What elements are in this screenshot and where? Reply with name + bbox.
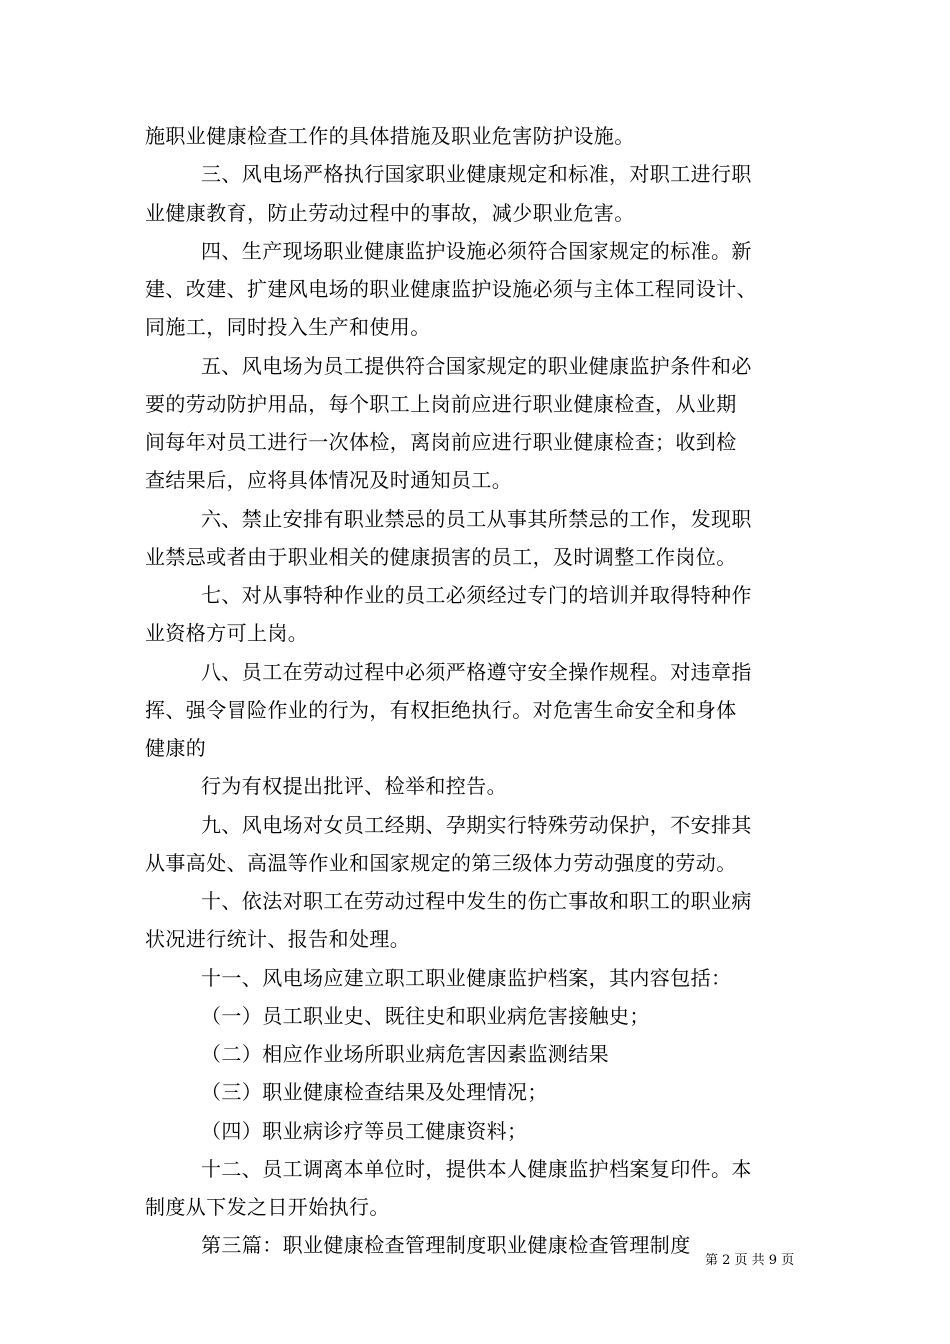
text-line: 同施工，同时投入生产和使用。: [145, 315, 431, 339]
text-line: 八、员工在劳动过程中必须严格遵守安全操作规程。对违章指: [201, 660, 752, 684]
text-line: 三、风电场严格执行国家职业健康规定和标准，对职工进行职: [201, 162, 752, 186]
text-line: 六、禁止安排有职业禁忌的员工从事其所禁忌的工作，发现职: [201, 507, 752, 531]
text-line: 业禁忌或者由于职业相关的健康损害的员工，及时调整工作岗位。: [145, 545, 737, 569]
text-line: 十二、员工调离本单位时，提供本人健康监护档案复印件。本: [201, 1157, 752, 1181]
text-line: 间每年对员工进行一次体检，离岗前应进行职业健康检查；收到检: [145, 430, 737, 454]
text-line: 第三篇：职业健康检查管理制度职业健康检查管理制度: [201, 1233, 691, 1257]
text-line: 十一、风电场应建立职工职业健康监护档案，其内容包括：: [201, 966, 732, 990]
text-line: （四）职业病诊疗等员工健康资料；: [201, 1119, 528, 1143]
text-line: 施职业健康检查工作的具体措施及职业危害防护设施。: [145, 124, 635, 148]
text-line: 五、风电场为员工提供符合国家规定的职业健康监护条件和必: [201, 354, 752, 378]
text-line: 健康的: [145, 736, 207, 760]
text-line: 状况进行统计、报告和处理。: [145, 927, 411, 951]
text-line: 四、生产现场职业健康监护设施必须符合国家规定的标准。新: [201, 239, 752, 263]
text-line: （二）相应作业场所职业病危害因素监测结果: [201, 1042, 609, 1066]
text-line: 十、依法对职工在劳动过程中发生的伤亡事故和职工的职业病: [201, 889, 752, 913]
text-line: 业健康教育，防止劳动过程中的事故，减少职业危害。: [145, 201, 635, 225]
text-line: 查结果后，应将具体情况及时通知员工。: [145, 468, 513, 492]
text-line: 挥、强令冒险作业的行为，有权拒绝执行。对危害生命安全和身体: [145, 698, 737, 722]
text-line: 行为有权提出批评、检举和控告。: [201, 774, 507, 798]
text-line: 要的劳动防护用品，每个职工上岗前应进行职业健康检查，从业期: [145, 392, 737, 416]
text-line: （一）员工职业史、既往史和职业病危害接触史；: [201, 1004, 650, 1028]
page-number: 第 2 页 共 9 页: [705, 1253, 795, 1268]
text-line: （三）职业健康检查结果及处理情况；: [201, 1080, 548, 1104]
text-line: 业资格方可上岗。: [145, 621, 309, 645]
text-line: 九、风电场对女员工经期、孕期实行特殊劳动保护，不安排其: [201, 813, 752, 837]
text-line: 建、改建、扩建风电场的职业健康监护设施必须与主体工程同设计、: [145, 277, 757, 301]
text-line: 从事高处、高温等作业和国家规定的第三级体力劳动强度的劳动。: [145, 851, 737, 875]
text-line: 制度从下发之日开始执行。: [145, 1195, 390, 1219]
text-line: 七、对从事特种作业的员工必须经过专门的培训并取得特种作: [201, 583, 752, 607]
